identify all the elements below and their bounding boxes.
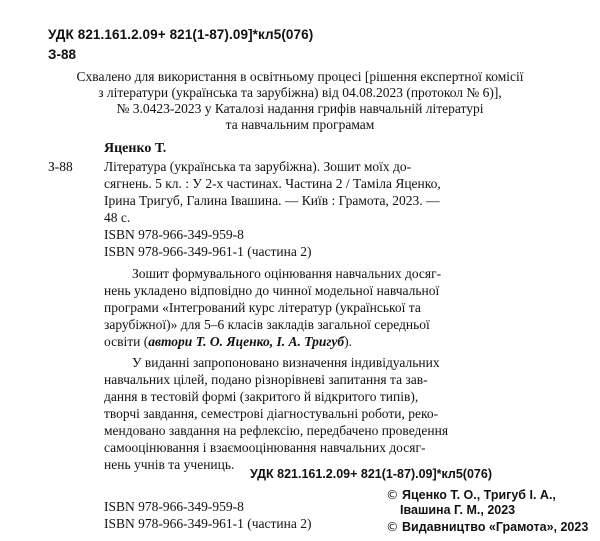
annotation-authors: автори Т. О. Яценко, І. А. Тригуб (148, 334, 345, 349)
approval-line: Схвалено для використання в освітньому процесі [рішення експертної комісії (76, 69, 524, 84)
annotation-line (104, 334, 352, 350)
annotation-line: самооцінювання і взаємооцінювання навчальних досяг- (104, 440, 426, 455)
udk-header: УДК 821.161.2.09+ 821(1-87).09]*кл5(076) (48, 27, 314, 42)
copyright-icon: © (386, 487, 399, 502)
annotation-text: ). (344, 334, 352, 349)
author-mark-left: З-88 (48, 159, 73, 174)
author-heading: Яценко Т. (104, 141, 167, 156)
annotation-line: Зошит формувального оцінювання навчальних досяг- (132, 266, 442, 281)
copyright-text: Видавництво «Грамота», 2023 (401, 520, 589, 534)
description-line: Література (українська та зарубіжна). Зошит моїх до- (104, 159, 412, 174)
annotation-line: У виданні запропоновано визначення індивідуальних (132, 355, 440, 370)
description-line: Ірина Тригуб, Галина Івашина. — Київ : Грамота, 2023. — (104, 193, 440, 208)
copyright-authors (386, 487, 556, 502)
annotation-text: освіти ( (104, 334, 149, 349)
annotation-line: творчі завдання, семестрові діагностувальні роботи, реко- (104, 406, 439, 421)
footer-isbn: ISBN 978-966-349-961-1 (частина 2) (104, 516, 312, 531)
copyright-icon: © (386, 519, 399, 534)
copyright-text: Яценко Т. О., Тригуб І. А., (401, 488, 556, 502)
copyright-publisher (386, 519, 588, 534)
annotation-line: дання в тестовій формі (закритого й відкритого типів), (104, 389, 419, 404)
author-mark-header: З-88 (48, 47, 76, 62)
isbn-line: ISBN 978-966-349-959-8 (104, 227, 244, 242)
udk-footer: УДК 821.161.2.09+ 821(1-87).09]*кл5(076) (250, 467, 492, 481)
copyright-authors-cont: Івашина Г. М., 2023 (400, 503, 516, 517)
annotation-line: програми «Інтегрований курс літератур (української та (104, 300, 421, 315)
annotation-line: нень учнів та учениць. (104, 457, 235, 472)
approval-line: з літератури (українська та зарубіжна) від 04.08.2023 (протокол № 6)], (98, 85, 502, 100)
annotation-line: навчальних цілей, подано різнорівневі запитання та зав- (104, 372, 428, 387)
approval-line: та навчальним програмам (225, 117, 375, 132)
annotation-line: зарубіжної)» для 5–6 класів закладів загальної середньої (104, 317, 430, 332)
annotation-line: нень укладено відповідно до чинної модельної навчальної (104, 283, 440, 298)
approval-line: № 3.0423-2023 у Каталозі надання грифів навчальній літературі (116, 101, 484, 116)
annotation-line: мендовано завдання на рефлексію, передбачено проведення (104, 423, 449, 438)
footer-isbn: ISBN 978-966-349-959-8 (104, 499, 244, 514)
isbn-line: ISBN 978-966-349-961-1 (частина 2) (104, 244, 312, 259)
description-line: сягнень. 5 кл. : У 2-х частинах. Частина 2 / Таміла Яценко, (104, 176, 441, 191)
description-line: 48 с. (104, 210, 131, 225)
